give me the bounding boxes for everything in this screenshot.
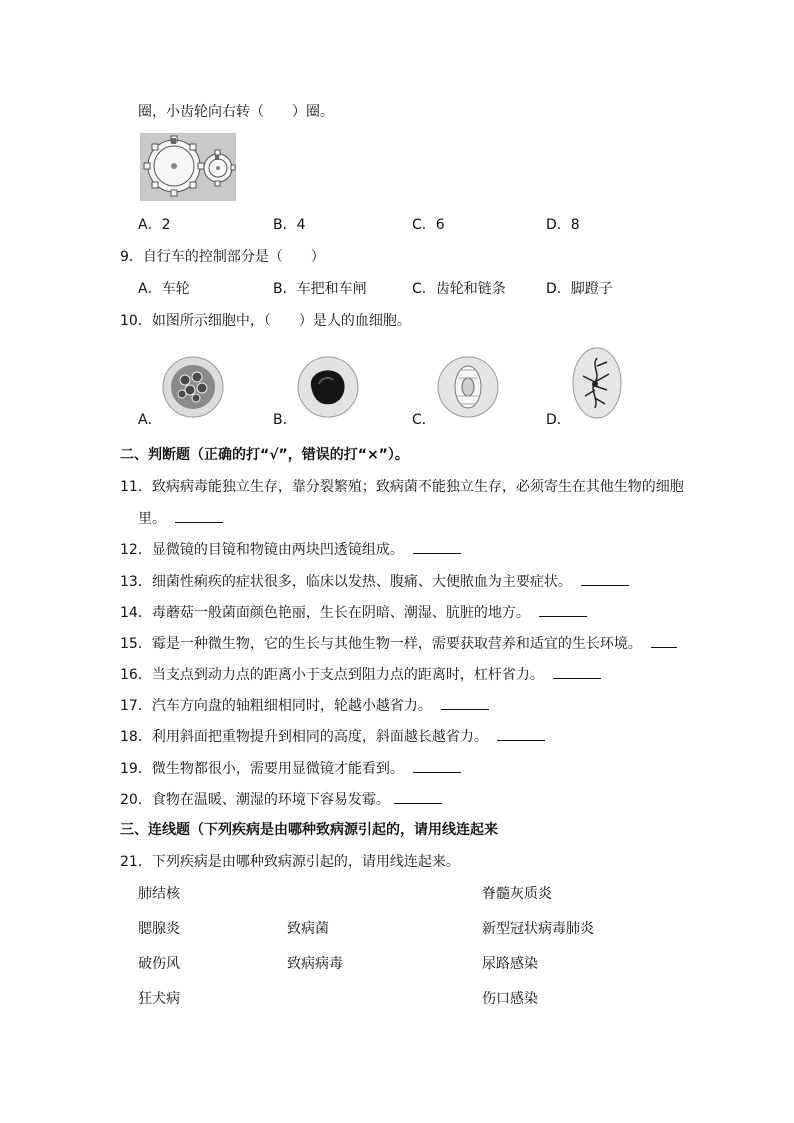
q9-option-a: A．车轮 bbox=[138, 281, 190, 297]
q8-option-c: C．6 bbox=[412, 217, 445, 233]
left-item[interactable]: 腮腺炎 bbox=[138, 921, 180, 937]
left-item[interactable]: 破伤风 bbox=[138, 956, 180, 972]
answer-blank[interactable] bbox=[175, 508, 223, 523]
answer-blank[interactable] bbox=[413, 539, 461, 554]
q13-text: 13．细菌性痢疾的症状很多，临床以发热、腹痛、大便脓血为主要症状。 bbox=[120, 571, 629, 592]
q10-option-d: D． bbox=[546, 412, 571, 428]
q10-text: 10．如图所示细胞中，（ ）是人的血细胞。 bbox=[120, 313, 411, 329]
right-item[interactable]: 伤口感染 bbox=[482, 991, 538, 1007]
q16-text: 16．当支点到动力点的距离小于支点到阻力点的距离时，杠杆省力。 bbox=[120, 664, 601, 685]
q10-option-a: A． bbox=[138, 412, 162, 428]
cell-image-a bbox=[162, 356, 224, 418]
cell-image-c bbox=[437, 356, 499, 418]
middle-item[interactable]: 致病病毒 bbox=[287, 956, 343, 972]
answer-blank[interactable] bbox=[394, 789, 442, 804]
q8-option-a: A．2 bbox=[138, 217, 171, 233]
left-item[interactable]: 肺结核 bbox=[138, 886, 180, 902]
right-item[interactable]: 脊髓灰质炎 bbox=[482, 886, 552, 902]
left-item[interactable]: 狂犬病 bbox=[138, 991, 180, 1007]
q18-text: 18．利用斜面把重物提升到相同的高度，斜面越长越省力。 bbox=[120, 726, 545, 747]
answer-blank[interactable] bbox=[441, 695, 489, 710]
answer-blank[interactable] bbox=[539, 602, 587, 617]
q9-text: 9．自行车的控制部分是（ ） bbox=[120, 249, 325, 265]
cell-image-b bbox=[297, 356, 359, 418]
q8-option-b: B．4 bbox=[273, 217, 306, 233]
q14-text: 14．毒蘑菇一般菌面颜色艳丽，生长在阴暗、潮湿、肮脏的地方。 bbox=[120, 602, 587, 623]
right-item[interactable]: 新型冠状病毒肺炎 bbox=[482, 921, 594, 937]
q11-text-continued: 里。 bbox=[138, 508, 223, 529]
q9-option-d: D．脚蹬子 bbox=[546, 281, 613, 297]
q20-text: 20．食物在温暖、潮湿的环境下容易发霉。 bbox=[120, 789, 442, 810]
gear-image bbox=[140, 133, 236, 201]
q11-text: 11．致病病毒能独立生存，靠分裂繁殖；致病菌不能独立生存，必须寄生在其他生物的细胞 bbox=[120, 479, 684, 495]
answer-blank[interactable] bbox=[413, 758, 461, 773]
q8-text: 圈，小齿轮向右转（ ）圈。 bbox=[138, 104, 334, 120]
answer-blank[interactable] bbox=[553, 664, 601, 679]
q9-option-c: C．齿轮和链条 bbox=[412, 281, 506, 297]
section-2-heading: 二、判断题（正确的打“√”，错误的打“×”）。 bbox=[120, 447, 409, 463]
cell-image-d bbox=[571, 346, 623, 420]
q8-option-d: D．8 bbox=[546, 217, 580, 233]
section-3-heading: 三、连线题（下列疾病是由哪种致病源引起的，请用线连起来 bbox=[120, 822, 498, 838]
q10-option-b: B． bbox=[273, 412, 297, 428]
answer-blank[interactable] bbox=[497, 726, 545, 741]
answer-blank[interactable] bbox=[581, 571, 629, 586]
q21-text: 21．下列疾病是由哪种致病源引起的，请用线连起来。 bbox=[120, 854, 460, 870]
q10-option-c: C． bbox=[412, 412, 436, 428]
q12-text: 12．显微镜的目镜和物镜由两块凹透镜组成。 bbox=[120, 539, 461, 560]
q17-text: 17．汽车方向盘的轴粗细相同时，轮越小越省力。 bbox=[120, 695, 489, 716]
q9-option-b: B．车把和车闸 bbox=[273, 281, 367, 297]
middle-item[interactable]: 致病菌 bbox=[287, 921, 329, 937]
answer-blank[interactable] bbox=[651, 633, 677, 648]
q19-text: 19．微生物都很小，需要用显微镜才能看到。 bbox=[120, 758, 461, 779]
q15-text: 15．霉是一种微生物，它的生长与其他生物一样，需要获取营养和适宜的生长环境。 bbox=[120, 633, 677, 654]
right-item[interactable]: 尿路感染 bbox=[482, 956, 538, 972]
